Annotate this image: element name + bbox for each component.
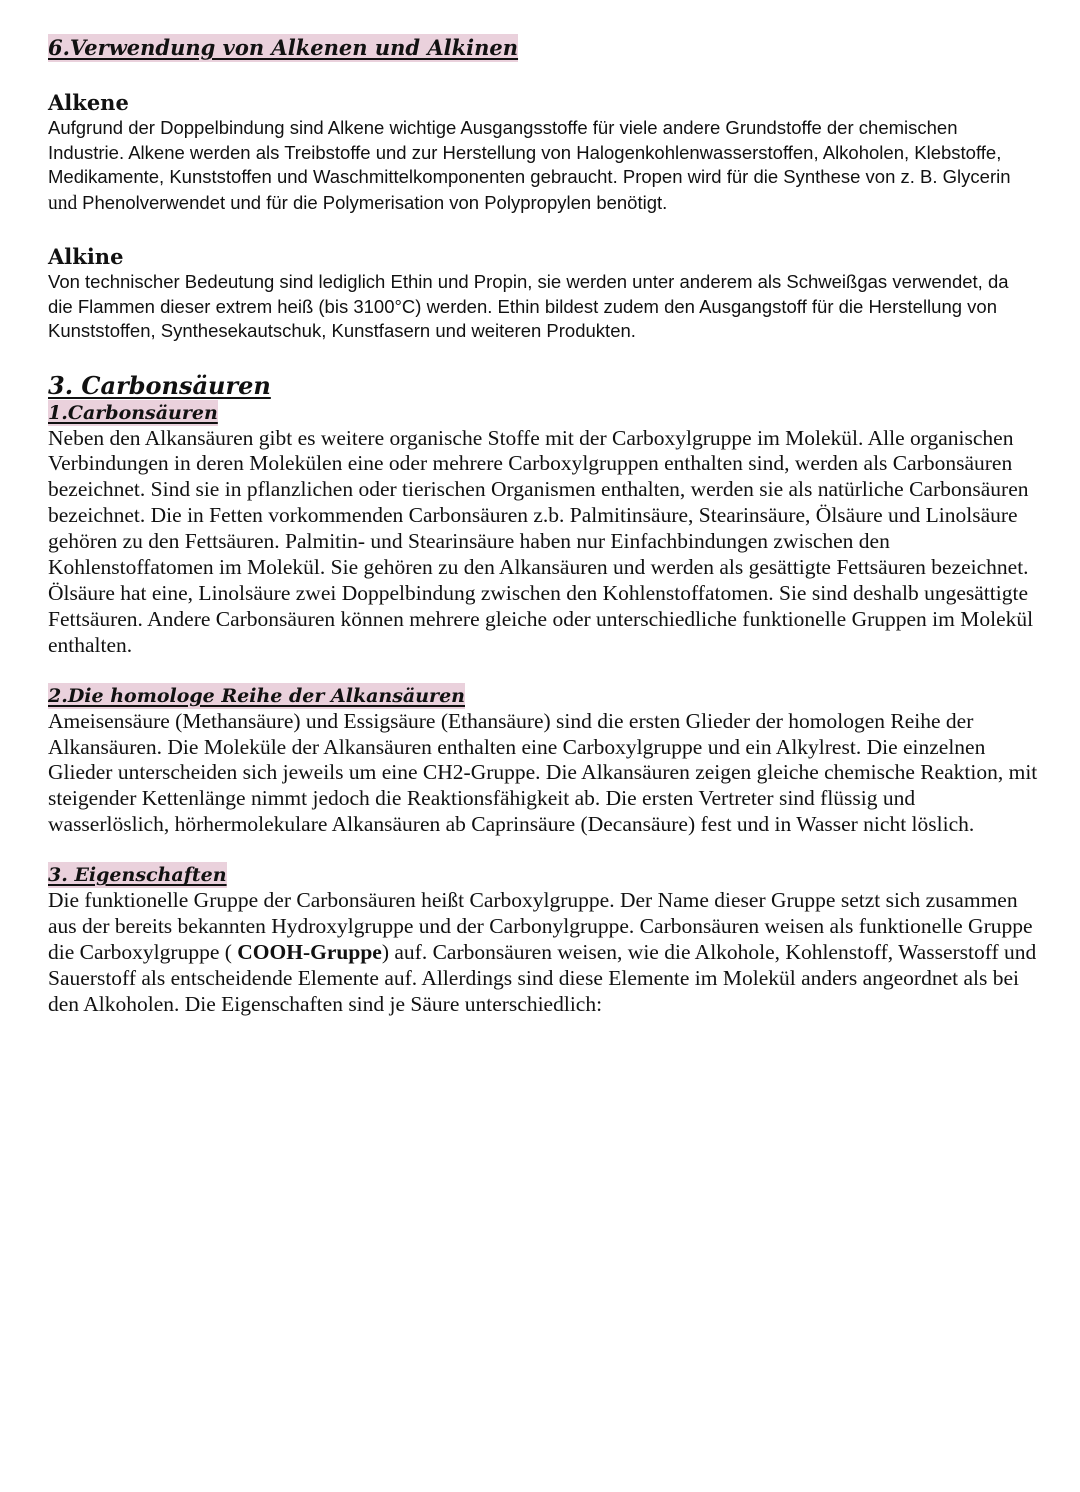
paragraph-eigenschaften	[48, 888, 1038, 1018]
section-heading-homologe-reihe: 2.Die homologe Reihe der Alkansäuren	[48, 684, 465, 707]
cooh-group-term: COOH-Gruppe	[237, 940, 382, 964]
paragraph-alkine: Von technischer Bedeutung sind lediglich Ethin und Propin, sie werden unter anderem als Schweißgas verwendet, da die Flammen dieser extrem heiß (bis 3100°C) werden. Ethin bildest zudem den Ausgangstoff für die Herstellung von Kunststoffen, Synthesekautschuk, Kunstfasern und weiteren Produkten.	[48, 271, 1009, 341]
chapter-heading-carbonsaeuren: 3. Carbonsäuren	[48, 370, 271, 400]
subheading-alkine: Alkine	[48, 244, 124, 269]
alkene-text-und: und	[48, 192, 83, 214]
eigenschaften-text-part-1: Die funktionelle Gruppe der Carbonsäuren heißt Carboxylgruppe. Der Name dieser Gruppe setzt sich zusammen aus der bereits bekannten Hydroxylgruppe und der Carbonylgruppe. Carbonsäuren weisen als funktionelle Gruppe die Carboxylgruppe (	[48, 888, 1033, 964]
section-heading-eigenschaften: 3. Eigenschaften	[48, 864, 227, 887]
alkene-text-part-2: Phenolverwendet und für die Polymerisation von Polypropylen benötigt.	[82, 191, 668, 213]
paragraph-carbonsaeuren: Neben den Alkansäuren gibt es weitere organische Stoffe mit der Carboxylgruppe im Molekül. Alle organischen Verbindungen in deren Molekülen eine oder mehrere Carboxylgruppen enthalten sind, werden als Carbonsäuren bezeichnet. Sind sie in pflanzlichen oder tierischen Organismen enthalten, werden sie als natürliche Carbonsäuren bezeichnet. Die in Fetten vorkommenden Carbonsäuren z.b. Palmitinsäure, Stearinsäure, Ölsäure und Linolsäure gehören zu den Fettsäuren. Palmitin- und Stearinsäure haben nur Einfachbindungen zwischen den Kohlenstoffatomen im Molekül. Sie gehören zu den Alkansäuren und werden als gesättigte Fettsäuren bezeichnet. Ölsäure hat eine, Linolsäure zwei Doppelbindung zwischen den Kohlenstoffatomen. Sie sind deshalb ungesättigte Fettsäuren. Andere Carbonsäuren können mehrere gleiche oder unterschiedliche funktionelle Gruppen im Molekül enthalten.	[48, 425, 1034, 657]
paragraph-homologe-reihe: Ameisensäure (Methansäure) und Essigsäure (Ethansäure) sind die ersten Glieder der homologen Reihe der Alkansäuren. Die Moleküle der Alkansäuren enthalten eine Carboxylgruppe und ein Alkylrest. Die einzelnen Glieder unterscheiden sich jeweils um eine CH2-Gruppe. Die Alkansäuren zeigen gleiche chemische Reaktion, mit steigender Kettenlänge nimmt jedoch die Reaktionsfähigkeit ab. Die ersten Vertreter sind flüssig und wasserlöslich, hörhermolekulare Alkansäuren ab Caprinsäure (Decansäure) fest und in Wasser nicht löslich.	[48, 708, 1038, 837]
subheading-alkene: Alkene	[48, 90, 129, 115]
document-page	[48, 34, 1038, 1018]
section-heading-carbonsaeuren: 1.Carbonsäuren	[48, 401, 218, 424]
alkene-text-part-1: Aufgrund der Doppelbindung sind Alkene wichtige Ausgangsstoffe für viele andere Grundstoffe der chemischen Industrie. Alkene werden als Treibstoffe und zur Herstellung von Halogenkohlenwasserstoffen, Alkoholen, Klebstoffe, Medikamente, Kunststoffen und Waschmittelkomponenten gebraucht. Propen wird für die Synthese von z. B. Glycerin	[48, 117, 1011, 187]
paragraph-alkene	[48, 116, 1038, 216]
section-heading-verwendung: 6.Verwendung von Alkenen und Alkinen	[48, 35, 519, 60]
eigenschaften-text-part-2: ) auf. Carbonsäuren weisen, wie die Alkohole, Kohlenstoff, Wasserstoff und Sauerstoff als entscheidende Elemente auf. Allerdings sind diese Elemente im Molekül anders angeordnet als bei den Alkoholen. Die Eigenschaften sind je Säure unterschiedlich:	[48, 940, 1037, 1016]
